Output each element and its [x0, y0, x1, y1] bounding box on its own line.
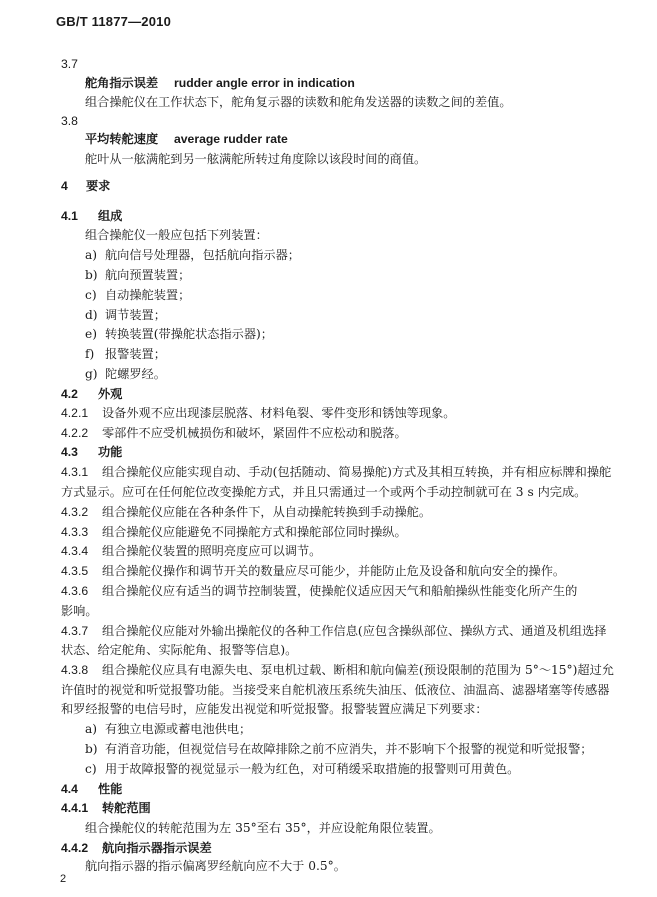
list-item-label: a)	[85, 722, 98, 736]
list-item-label: c)	[85, 762, 97, 776]
definition-3-7: 组合操舵仪在工作状态下，舵角复示器的读数和舵角发送器的读数之间的差值。	[85, 95, 512, 109]
clause-4-3-1-line2: 方式显示。应可在任何舵位改变操舵方式，并且只需通过一个或两个手动控制就可在 3 s 内完成。	[61, 485, 587, 499]
list-item-text: 有独立电源或蓄电池供电；	[105, 722, 252, 736]
section-title-4: 要求	[86, 179, 111, 193]
list-item-label: a)	[85, 248, 98, 262]
clause-4-3-8-line3: 和罗经报警的电信号时，应能发出视觉和听觉报警。报警装置应满足下列要求：	[61, 702, 488, 716]
clause-4-4-2-text: 航向指示器的指示偏离罗经航向应不大于 0.5°。	[85, 859, 346, 873]
clause-4-3-6-line2: 影响。	[61, 604, 98, 618]
clause-4-3-7-line1: 组合操舵仪应能对外输出操舵仪的各种工作信息(应包含操纵部位、操纵方式、通道及机组选择	[102, 624, 607, 638]
clause-title-4-4-2: 航向指示器指示误差	[102, 841, 212, 855]
clause-4-3-2-text: 组合操舵仪应能在各种条件下，从自动操舵转换到手动操舵。	[102, 505, 432, 519]
clause-4-1-intro: 组合操舵仪一般应包括下列装置：	[85, 228, 268, 242]
clause-4-3-3-text: 组合操舵仪应能避免不同操舵方式和操舵部位同时操纵。	[102, 525, 407, 539]
clause-number-4-4-1: 4.4.1	[61, 801, 89, 815]
clause-4-3-6-line1: 组合操舵仪应有适当的调节控制装置，使操舵仪适应因天气和船舶操纵性能变化所产生的	[102, 584, 578, 598]
clause-4-3-5-text: 组合操舵仪操作和调节开关的数量应尽可能少，并能防止危及设备和航向安全的操作。	[102, 564, 566, 578]
clause-number-4-3-3: 4.3.3	[61, 525, 89, 539]
term-3-7-zh: 舵角指示误差	[85, 76, 159, 90]
list-item-text: 航向预置装置；	[105, 268, 191, 282]
clause-4-2-1-text: 设备外观不应出现漆层脱落、材料龟裂、零件变形和锈蚀等现象。	[102, 406, 456, 420]
list-item-text: 自动操舵装置；	[105, 288, 191, 302]
clause-title-4-1: 组成	[98, 209, 123, 223]
clause-4-3-1-line1: 组合操舵仪应能实现自动、手动(包括随动、简易操舵)方式及其相互转换，并有相应标牌和操舵	[102, 465, 612, 479]
clause-number-4-3-2: 4.3.2	[61, 505, 89, 519]
standard-code-header: GB/T 11877—2010	[56, 14, 172, 29]
clause-number-3-8: 3.8	[61, 114, 78, 128]
list-item-label: b)	[85, 742, 98, 756]
clause-number-3-7: 3.7	[61, 57, 78, 71]
list-item-text: 有消音功能，但视觉信号在故障排除之前不应消失，并不影响下个报警的视觉和听觉报警；	[105, 742, 593, 756]
clause-number-4-2-1: 4.2.1	[61, 406, 89, 420]
clause-title-4-4-1: 转舵范围	[102, 801, 151, 815]
clause-number-4-2: 4.2	[61, 387, 78, 401]
clause-4-3-7-line2: 状态、给定舵角、实际舵角、报警等信息)。	[61, 643, 298, 657]
clause-4-3-8-line2: 许值时的视觉和听觉报警功能。当接受来自舵机液压系统失油压、低液位、油温高、滤器堵塞等传感器	[61, 683, 610, 697]
clause-number-4-3-6: 4.3.6	[61, 584, 89, 598]
list-item-text: 报警装置；	[105, 347, 166, 361]
list-item-text: 航向信号处理器，包括航向指示器；	[105, 248, 300, 262]
clause-title-4-2: 外观	[98, 387, 123, 401]
clause-4-3-4-text: 组合操舵仪装置的照明亮度应可以调节。	[102, 544, 322, 558]
term-3-8-en: average rudder rate	[174, 132, 288, 146]
definition-3-8: 舵叶从一舷满舵到另一舷满舵所转过角度除以该段时间的商值。	[85, 152, 427, 166]
clause-number-4-3-7: 4.3.7	[61, 624, 89, 638]
clause-number-4-4-2: 4.4.2	[61, 841, 89, 855]
list-item-label: c)	[85, 288, 97, 302]
clause-number-4-3-8: 4.3.8	[61, 663, 89, 677]
list-item-text: 用于故障报警的视觉显示一般为红色，对可稍缓采取措施的报警则可用黄色。	[105, 762, 520, 776]
term-3-8-zh: 平均转舵速度	[85, 132, 159, 146]
clause-number-4-3-4: 4.3.4	[61, 544, 89, 558]
list-item-text: 调节装置；	[105, 308, 166, 322]
list-item-label: b)	[85, 268, 98, 282]
list-item-label: e)	[85, 327, 97, 341]
clause-number-4-2-2: 4.2.2	[61, 426, 89, 440]
clause-number-4-3-5: 4.3.5	[61, 564, 89, 578]
clause-4-3-8-line1: 组合操舵仪应具有电源失电、泵电机过载、断相和航向偏差(预设限制的范围为 5°～15°)超过允	[102, 663, 614, 677]
clause-number-4-3-1: 4.3.1	[61, 465, 89, 479]
clause-number-4-1: 4.1	[61, 209, 78, 223]
list-item-label: d)	[85, 308, 98, 322]
list-item-text: 陀螺罗经。	[105, 367, 166, 381]
clause-4-4-1-text: 组合操舵仪的转舵范围为左 35°至右 35°，并应设舵角限位装置。	[85, 821, 441, 835]
list-item-label: f)	[85, 347, 95, 361]
list-item-text: 转换装置(带操舵状态指示器)；	[105, 327, 273, 341]
clause-number-4-3: 4.3	[61, 445, 78, 459]
clause-title-4-4: 性能	[98, 782, 123, 796]
list-item-label: g)	[85, 367, 98, 381]
section-number-4: 4	[61, 179, 68, 193]
term-3-7-en: rudder angle error in indication	[174, 76, 355, 90]
page-number: 2	[60, 873, 67, 885]
clause-4-2-2-text: 零部件不应受机械损伤和破坏，紧固件不应松动和脱落。	[102, 426, 407, 440]
clause-number-4-4: 4.4	[61, 782, 78, 796]
clause-title-4-3: 功能	[98, 445, 123, 459]
